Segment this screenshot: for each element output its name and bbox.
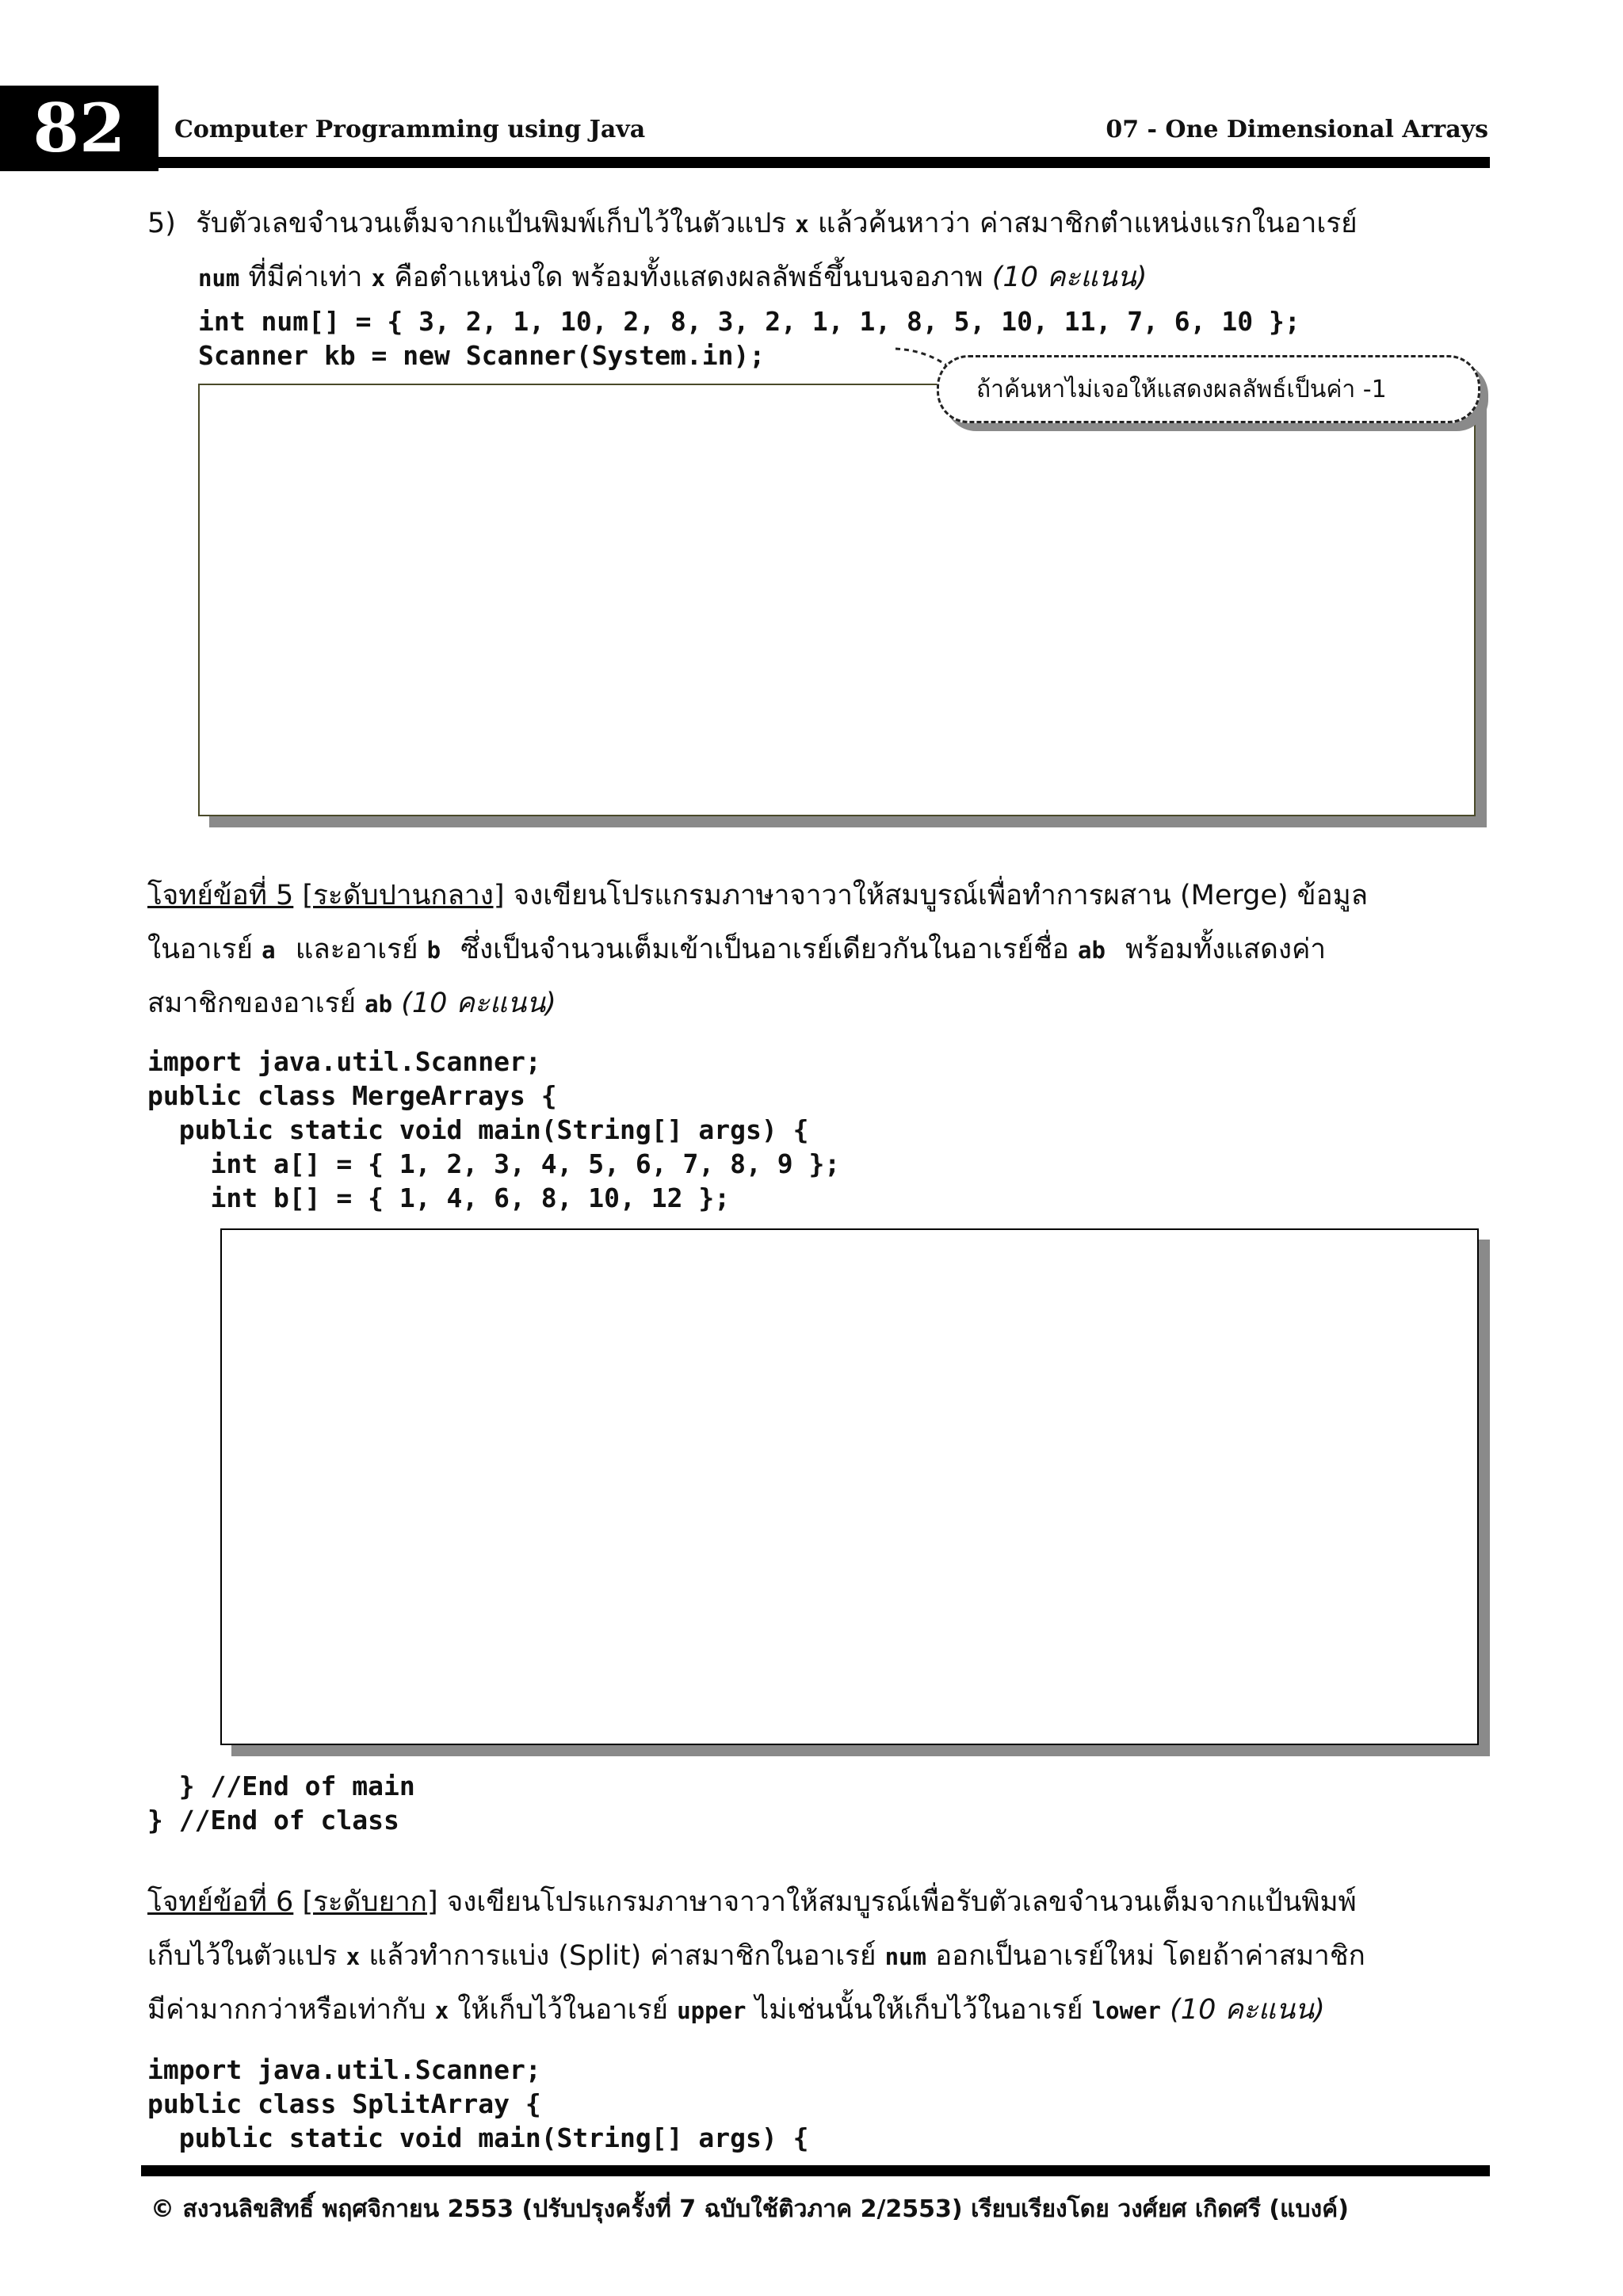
q5-text-a: รับตัวเลขจำนวนเต็มจากแป้นพิมพ์เก็บไว้ในตัวแปร (196, 208, 787, 239)
ex6-text-d: ออกเป็นอาเรย์ใหม่ โดยถ้าค่าสมาชิก (935, 1940, 1365, 1972)
callout-tail (894, 346, 949, 369)
ex6-line-3 (147, 1983, 1325, 2038)
q5-code-line-1: int num[] = { 3, 2, 1, 10, 2, 8, 3, 2, 1, 1, 8, 5, 10, 11, 7, 6, 10 }; (198, 306, 1300, 337)
chapter-title: 07 - One Dimensional Arrays (1106, 116, 1488, 143)
ex6-line-1 (147, 1875, 1357, 1929)
ex5-var-ab2: ab (365, 991, 393, 1018)
q5-text-d: คือตำแหน่งใด พร้อมทั้งแสดงผลลัพธ์ขึ้นบนจอภาพ (394, 262, 983, 293)
ex5-text-f: สมาชิกของอาเรย์ (147, 988, 357, 1019)
ex5-line-1 (147, 869, 1368, 923)
q5-code-line-2: Scanner kb = new Scanner(System.in); (198, 340, 766, 371)
footer-copyright: © สงวนลิขสิทธิ์ พฤศจิกายน 2553 (ปรับปรุงครั้งที่ 7 ฉบับใช้ติวภาค 2/2553) เรียบเรียงโดย วงศ์ยศ เกิดศรี (แบงค์) (151, 2195, 1349, 2223)
ex5-var-ab: ab (1078, 937, 1106, 964)
ex5-score: (10 คะแนน) (401, 988, 556, 1019)
ex6-var-lower: lower (1091, 1997, 1162, 2024)
ex6-var-x: x (346, 1943, 361, 1970)
ex5-text-c: และอาเรย์ (295, 934, 418, 965)
ex5-code-line-5: int b[] = { 1, 4, 6, 8, 10, 12 }; (147, 1182, 731, 1213)
ex6-text-b: เก็บไว้ในตัวแปร (147, 1940, 338, 1972)
ex5-level: [ระดับปานกลาง] (302, 880, 505, 911)
q5-note-text: ถ้าค้นหาไม่เจอให้แสดงผลลัพธ์เป็นค่า -1 (976, 376, 1387, 403)
ex5-text-b: ในอาเรย์ (147, 934, 253, 965)
q5-number: 5) (147, 208, 176, 239)
ex5-code-line-1: import java.util.Scanner; (147, 1046, 541, 1077)
q5-text-c: ที่มีค่าเท่า (248, 262, 363, 293)
ex6-text-g: ไม่เช่นนั้นให้เก็บไว้ในอาเรย์ (754, 1994, 1083, 2026)
ex5-code-end-class: } //End of class (147, 1805, 399, 1836)
ex6-label: โจทย์ข้อที่ 6 (147, 1886, 294, 1918)
ex5-line-3 (147, 976, 556, 1031)
ex6-line-2 (147, 1929, 1365, 1984)
ex6-code-line-2: public class SplitArray { (147, 2088, 541, 2119)
ex5-var-a: a (262, 937, 276, 964)
q5-score: (10 คะแนน) (991, 262, 1148, 293)
q5-var-x: x (795, 211, 809, 238)
ex6-level: [ระดับยาก] (302, 1886, 438, 1918)
ex6-var-upper: upper (677, 1997, 747, 2024)
ex6-text-e: มีค่ามากกว่าหรือเท่ากับ (147, 1994, 426, 2026)
ex5-var-b: b (426, 937, 441, 964)
ex6-text-a: จงเขียนโปรแกรมภาษาจาวาให้สมบูรณ์เพื่อรับตัวเลขจำนวนเต็มจากแป้นพิมพ์ (446, 1886, 1357, 1918)
footer-rule (141, 2165, 1490, 2176)
ex5-answer-box[interactable] (220, 1228, 1479, 1745)
header-rule (158, 157, 1490, 168)
q5-line-2 (198, 250, 1147, 305)
q5-text-b: แล้วค้นหาว่า ค่าสมาชิกตำแหน่งแรกในอาเรย์ (817, 208, 1358, 239)
ex6-var-x2: x (434, 1997, 449, 2024)
ex5-line-2 (147, 923, 1326, 977)
page-number: 82 (32, 89, 126, 167)
ex5-text-e: พร้อมทั้งแสดงค่า (1125, 934, 1327, 965)
ex6-var-num: num (884, 1943, 927, 1970)
ex5-code-line-4: int a[] = { 1, 2, 3, 4, 5, 6, 7, 8, 9 }; (147, 1148, 841, 1179)
ex6-text-c: แล้วทำการแบ่ง (Split) ค่าสมาชิกในอาเรย์ (369, 1940, 876, 1972)
q5-answer-box[interactable] (198, 384, 1476, 816)
ex5-code-end-main: } //End of main (147, 1771, 415, 1801)
q5-line-1 (147, 197, 1358, 251)
ex5-text-d: ซึ่งเป็นจำนวนเต็มเข้าเป็นอาเรย์เดียวกันในอาเรย์ชื่อ (460, 934, 1069, 965)
ex5-text-a: จงเขียนโปรแกรมภาษาจาวาให้สมบูรณ์เพื่อทำการผสาน (Merge) ข้อมูล (513, 880, 1369, 911)
book-title: Computer Programming using Java (174, 116, 646, 143)
q5-var-num: num (198, 265, 240, 292)
ex5-label: โจทย์ข้อที่ 5 (147, 880, 294, 911)
ex5-code-line-3: public static void main(String[] args) { (147, 1114, 809, 1145)
ex6-score: (10 คะแนน) (1170, 1994, 1325, 2026)
ex6-text-f: ให้เก็บไว้ในอาเรย์ (457, 1994, 669, 2026)
ex5-code-line-2: public class MergeArrays { (147, 1080, 557, 1111)
ex6-code-line-1: import java.util.Scanner; (147, 2054, 541, 2085)
q5-var-x2: x (371, 265, 386, 292)
ex6-code-line-3: public static void main(String[] args) { (147, 2122, 809, 2153)
